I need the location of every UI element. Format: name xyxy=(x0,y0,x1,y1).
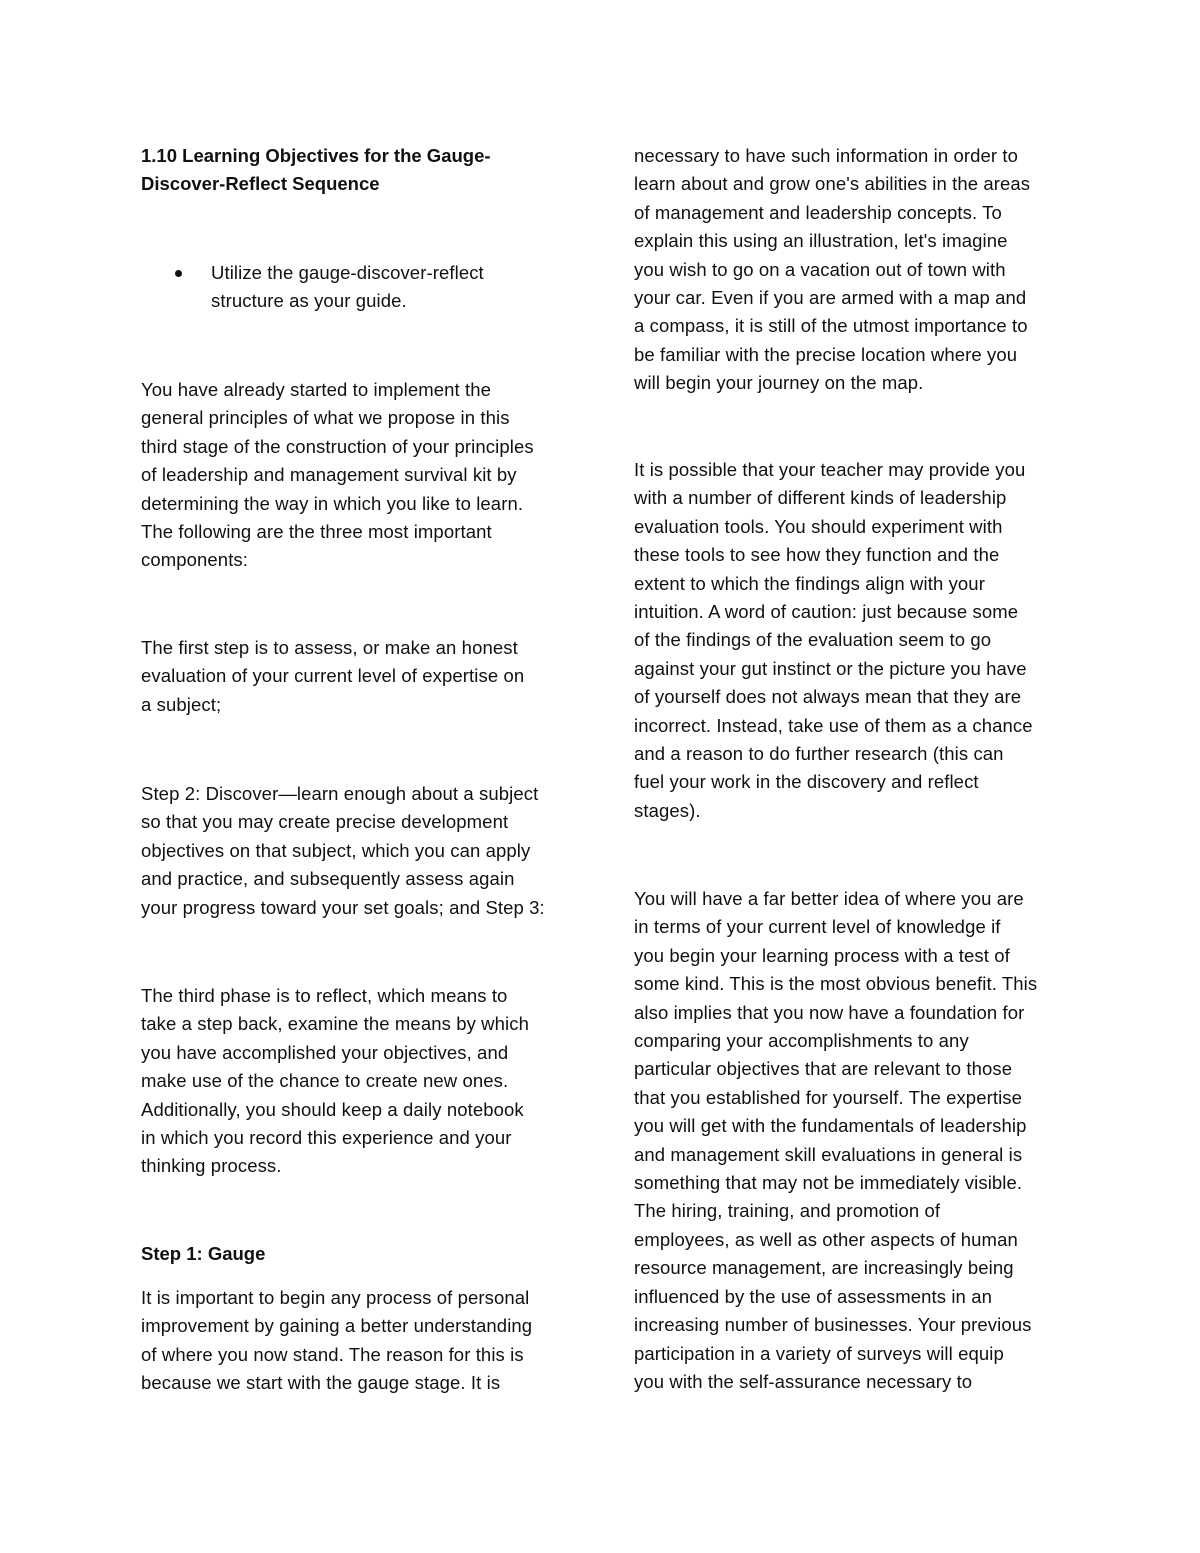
text-line: these tools to see how they function and the xyxy=(634,544,1000,566)
text-line: The hiring, training, and promotion of xyxy=(634,1200,941,1222)
text-line: resource management, are increasingly being xyxy=(634,1257,1014,1279)
text-line: of management and leadership concepts. To xyxy=(634,201,1002,223)
text-line: of the findings of the evaluation seem to go xyxy=(634,629,992,651)
text-line: make use of the chance to create new ones. xyxy=(141,1070,509,1092)
map-paragraph xyxy=(634,142,1030,398)
text-line: be familiar with the precise location where you xyxy=(634,343,1018,365)
text-line: in which you record this experience and your xyxy=(141,1127,512,1149)
text-line: a compass, it is still of the utmost importance to xyxy=(634,315,1028,337)
text-line: It is possible that your teacher may provide you xyxy=(634,459,1026,480)
text-line: particular objectives that are relevant to those xyxy=(634,1058,1013,1080)
text-line: that you established for yourself. The expertise xyxy=(634,1086,1023,1108)
discover-paragraph xyxy=(141,780,545,922)
text-line: also implies that you now have a foundation for xyxy=(634,1001,1025,1023)
bullet-icon xyxy=(175,270,182,277)
text-line: will begin your journey on the map. xyxy=(634,372,924,394)
text-line: The third phase is to reflect, which means to xyxy=(141,985,508,1006)
benefit-paragraph xyxy=(634,885,1037,1396)
text-line: You have already started to implement the xyxy=(141,379,491,400)
text-line: of yourself does not always mean that they are xyxy=(634,686,1022,708)
text-line: fuel your work in the discovery and reflect xyxy=(634,771,979,793)
section-title xyxy=(141,142,491,199)
text-line: your progress toward your set goals; and Step 3: xyxy=(141,896,545,918)
text-line: influenced by the use of assessments in an xyxy=(634,1285,992,1307)
text-line: you will get with the fundamentals of leadership xyxy=(634,1115,1027,1137)
text-line: intuition. A word of caution: just because some xyxy=(634,601,1019,623)
text-line: It is important to begin any process of personal xyxy=(141,1287,530,1308)
text-line: take a step back, examine the means by which xyxy=(141,1013,529,1035)
text-line: comparing your accomplishments to any xyxy=(634,1030,969,1052)
step1-heading xyxy=(141,1240,265,1268)
text-line: because we start with the gauge stage. It is xyxy=(141,1372,501,1394)
text-line: so that you may create precise development xyxy=(141,811,509,833)
text-line: general principles of what we propose in this xyxy=(141,407,510,429)
text-line: structure as your guide. xyxy=(211,290,407,312)
text-line: you with the self-assurance necessary to xyxy=(634,1370,973,1392)
assess-paragraph xyxy=(141,634,524,719)
text-line: thinking process. xyxy=(141,1155,282,1177)
text-line: objectives on that subject, which you can apply xyxy=(141,839,531,861)
text-line: employees, as well as other aspects of human xyxy=(634,1228,1018,1250)
text-line: evaluation tools. You should experiment with xyxy=(634,515,1003,537)
gauge-paragraph xyxy=(141,1284,532,1398)
bullet-text xyxy=(211,259,484,316)
title-line: 1.10 Learning Objectives for the Gauge- xyxy=(141,145,491,166)
text-line: a subject; xyxy=(141,693,222,715)
text-line: third stage of the construction of your principles xyxy=(141,435,534,457)
text-line: The following are the three most important xyxy=(141,521,492,543)
text-line: necessary to have such information in order to xyxy=(634,145,1019,166)
text-line: of where you now stand. The reason for this is xyxy=(141,1343,524,1365)
text-line: stages). xyxy=(634,799,701,821)
text-line: something that may not be immediately visible. xyxy=(634,1172,1023,1194)
text-line: You will have a far better idea of where you are xyxy=(634,888,1024,909)
tools-paragraph xyxy=(634,456,1033,825)
text-line: you have accomplished your objectives, and xyxy=(141,1041,509,1063)
text-line: learn about and grow one's abilities in the areas xyxy=(634,173,1031,195)
text-line: and practice, and subsequently assess again xyxy=(141,868,515,890)
text-line: improvement by gaining a better understanding xyxy=(141,1315,533,1337)
text-line: you wish to go on a vacation out of town with xyxy=(634,258,1006,280)
text-line: and a reason to do further research (this can xyxy=(634,743,1004,765)
text-line: with a number of different kinds of leadership xyxy=(634,487,1007,509)
subheading: Step 1: Gauge xyxy=(141,1243,266,1264)
reflect-paragraph xyxy=(141,982,529,1181)
intro-paragraph xyxy=(141,376,534,575)
text-line: evaluation of your current level of expertise on xyxy=(141,665,525,687)
text-line: Utilize the gauge-discover-reflect xyxy=(211,262,484,283)
text-line: Step 2: Discover—learn enough about a subject xyxy=(141,783,539,804)
title-line: Discover-Reflect Sequence xyxy=(141,173,380,195)
text-line: your car. Even if you are armed with a map and xyxy=(634,287,1027,309)
text-line: incorrect. Instead, take use of them as a chance xyxy=(634,714,1033,736)
text-line: increasing number of businesses. Your previous xyxy=(634,1314,1032,1336)
text-line: extent to which the findings align with your xyxy=(634,572,985,594)
text-line: determining the way in which you like to learn. xyxy=(141,492,524,514)
text-line: you begin your learning process with a test of xyxy=(634,944,1010,966)
text-line: explain this using an illustration, let's imagine xyxy=(634,230,1008,252)
text-line: against your gut instinct or the picture you have xyxy=(634,657,1027,679)
text-line: Additionally, you should keep a daily notebook xyxy=(141,1098,524,1120)
text-line: participation in a variety of surveys will equip xyxy=(634,1342,1004,1364)
text-line: The first step is to assess, or make an honest xyxy=(141,637,518,658)
text-line: components: xyxy=(141,549,249,571)
text-line: some kind. This is the most obvious benefit. This xyxy=(634,973,1038,995)
text-line: of leadership and management survival kit by xyxy=(141,464,517,486)
text-line: in terms of your current level of knowledge if xyxy=(634,916,1001,938)
text-line: and management skill evaluations in general is xyxy=(634,1143,1023,1165)
